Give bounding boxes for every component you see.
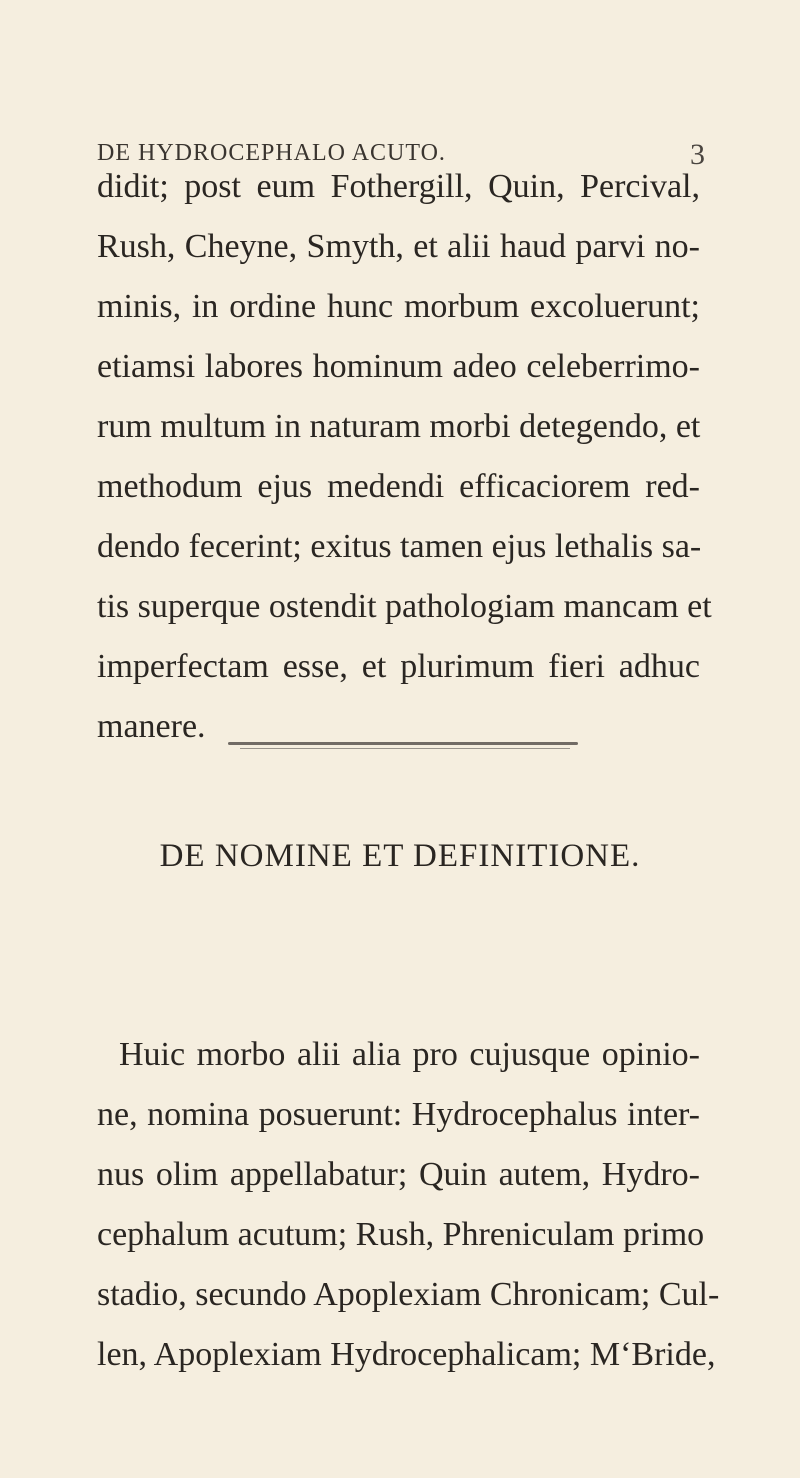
text-line: manere. bbox=[97, 708, 206, 745]
text-line: imperfectam esse, et plurimum fieri adhuc bbox=[97, 648, 700, 685]
text-line: minis, in ordine hunc morbum excoluerunt; bbox=[97, 288, 700, 325]
paragraph-definition bbox=[97, 1025, 720, 1385]
text-line: Rush, Cheyne, Smyth, et alii haud parvi no- bbox=[97, 228, 700, 265]
section-heading: DE NOMINE ET DEFINITIONE. bbox=[159, 838, 641, 874]
text-line: nus olim appellabatur; Quin autem, Hydro- bbox=[97, 1156, 700, 1193]
running-title: DE HYDROCEPHALO ACUTO. bbox=[97, 140, 446, 166]
text-line: ne, nomina posuerunt: Hydrocephalus inter- bbox=[97, 1096, 700, 1133]
paragraph-continuation bbox=[97, 157, 712, 757]
text-line: rum multum in naturam morbi detegendo, et bbox=[97, 408, 701, 445]
text-line: etiamsi labores hominum adeo celeberrimo- bbox=[97, 348, 700, 385]
text-line: tis superque ostendit pathologiam mancam et bbox=[97, 588, 712, 625]
text-line: dendo fecerint; exitus tamen ejus lethalis sa- bbox=[97, 528, 702, 565]
page-number: 3 bbox=[690, 138, 705, 171]
section-divider-rule bbox=[228, 742, 578, 745]
text-line: Huic morbo alii alia pro cujusque opinio- bbox=[119, 1036, 700, 1073]
text-line: stadio, secundo Apoplexiam Chronicam; Cul- bbox=[97, 1276, 720, 1313]
text-line: didit; post eum Fothergill, Quin, Percival, bbox=[97, 168, 700, 205]
text-line: len, Apoplexiam Hydrocephalicam; M‘Bride, bbox=[97, 1336, 716, 1373]
text-line: methodum ejus medendi efficaciorem red- bbox=[97, 468, 700, 505]
text-line: cephalum acutum; Rush, Phreniculam primo bbox=[97, 1216, 705, 1253]
